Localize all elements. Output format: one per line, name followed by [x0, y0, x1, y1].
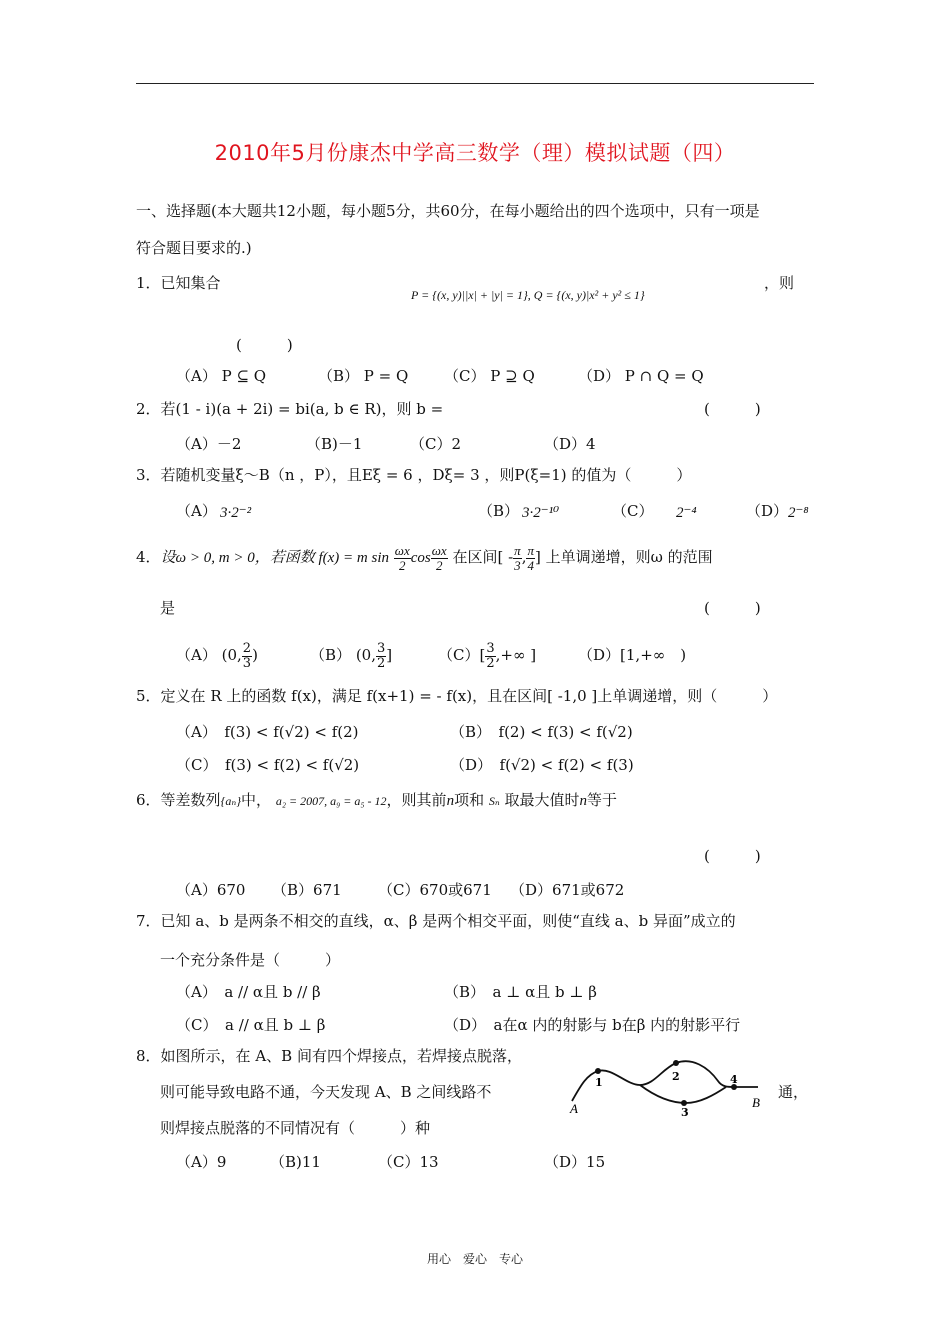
section-instruction: 一、选择题(本大题共12小题，每小题5分，共60分，在每小题给出的四个选项中，只有一项是: [136, 202, 760, 220]
q8-stem: 8．如图所示，在 A、B 间有四个焊接点，若焊接点脱落，: [136, 1047, 522, 1065]
joint-3-label: 3: [681, 1106, 689, 1117]
joint-2: [673, 1060, 679, 1066]
q3-stem: 3．若随机变量ξ～B（n ，P），且Eξ = 6 ，Dξ= 3 ，则P(ξ=1) 的值为（ ）: [136, 466, 692, 484]
q6-stem: 6．等差数列{aₙ}中， a₂ = 2007, a₉ = a₅ - 12，则其前n项和 Sₙ 取最大值时n等于: [136, 791, 618, 809]
joint-4-label: 4: [730, 1073, 738, 1086]
point-a-label: A: [570, 1101, 578, 1116]
q1-bracket: ( ): [236, 336, 293, 354]
q4-fraction-2: $\frac{\omega x}{2}$: [431, 542, 447, 573]
q5-option-a: （A） f(3) < f(√2) < f(2): [176, 723, 359, 741]
q4-fraction-4: $\frac{\pi}{4}$: [527, 542, 534, 573]
q6-option-b: （B）671: [272, 881, 342, 899]
q2-option-b: （B)－1: [306, 435, 363, 453]
joint-1: [595, 1068, 601, 1074]
q4-stem: 4．设ω > 0, m > 0，若函数 f(x) = m sin $\frac{\omega x}{2}$ cos $\frac{\omega x}{2}$ 在区间[ - $\frac{\pi}{3}$ , $\frac{\pi}{4}$ ] 上单调递增，则ω 的范围: [136, 542, 713, 573]
q4-option-a: （A） (0, $\frac{2}{3}$ ): [176, 640, 258, 671]
q3-option-d-label: （D）: [746, 502, 789, 520]
q8-option-c: （C）13: [378, 1153, 439, 1171]
header-rule: [136, 83, 814, 84]
page-footer: 用心 爱心 专心: [426, 1252, 523, 1266]
q6-option-d: （D）671或672: [510, 881, 625, 899]
q8-option-d: （D）15: [544, 1153, 606, 1171]
q8-option-b: （B)11: [270, 1153, 321, 1171]
q1-formula: P = {(x, y)||x| + |y| = 1}, Q = {(x, y)|x² + y² ≤ 1}: [411, 288, 645, 302]
q3-option-b-label: （B）: [478, 502, 520, 520]
q3-option-a-value: 3·2⁻²: [220, 505, 252, 521]
q4-fraction-3: $\frac{\pi}{3}$: [514, 542, 521, 573]
q5-stem: 5．定义在 R 上的函数 f(x)，满足 f(x+1) = - f(x)，且在区间[ -1,0 ]上单调递增，则（ ）: [136, 687, 778, 705]
q4-option-c: （C）[ $\frac{3}{2}$ ,+∞ ]: [438, 640, 537, 671]
q4-stem-cont: 是: [160, 599, 176, 617]
q1-option-c: （C） P ⊇ Q: [444, 367, 535, 385]
q3-option-d-value: 2⁻⁸: [788, 505, 809, 521]
joint-2-label: 2: [672, 1070, 680, 1083]
q7-option-d: （D） a在α 内的射影与 b在β 内的射影平行: [444, 1016, 741, 1034]
q3-option-c-label: （C）: [612, 502, 654, 520]
q7-option-c: （C） a // α且 b ⊥ β: [176, 1016, 326, 1034]
q7-option-a: （A） a // α且 b // β: [176, 983, 321, 1001]
q3-option-b-value: 3·2⁻¹⁰: [522, 505, 560, 521]
point-b-label: B: [752, 1095, 760, 1110]
q5-option-c: （C） f(3) < f(2) < f(√2): [176, 756, 360, 774]
q1-stem: 1．已知集合: [136, 274, 221, 292]
q2-option-a: （A）－2: [176, 435, 242, 453]
q7-option-b: （B） a ⊥ α且 b ⊥ β: [444, 983, 597, 1001]
q1-option-d: （D） P ∩ Q = Q: [578, 367, 704, 385]
q8-stem-line2: 则可能导致电路不通，今天发现 A、B 之间线路不: [160, 1083, 492, 1101]
q4-option-d: （D）[1,+∞ ): [578, 646, 687, 664]
q2-option-c: （C）2: [410, 435, 462, 453]
page-title: 2010年5月份康杰中学高三数学（理）模拟试题（四）: [214, 141, 736, 165]
q4-option-b: （B） (0, $\frac{3}{2}$ ]: [310, 640, 393, 671]
q1-option-b: （B） P = Q: [318, 367, 409, 385]
q3-option-a-label: （A）: [176, 502, 217, 520]
q6-option-a: （A）670: [176, 881, 246, 899]
joint-1-label: 1: [595, 1076, 603, 1089]
q8-option-a: （A）9: [176, 1153, 227, 1171]
q4-bracket: ( ): [704, 599, 761, 617]
circuit-diagram: [568, 1055, 768, 1117]
q7-stem-cont: 一个充分条件是（ ）: [160, 951, 341, 969]
q2-stem: 2．若(1 - i)(a + 2i) = bi(a, b ∈ R)，则 b =: [136, 400, 444, 418]
q6-option-c: （C）670或671: [378, 881, 492, 899]
q2-option-d: （D）4: [544, 435, 596, 453]
q1-tail: ，则: [764, 274, 795, 292]
q5-option-b: （B） f(2) < f(3) < f(√2): [450, 723, 633, 741]
q7-stem: 7．已知 a、b 是两条不相交的直线，α、β 是两个相交平面，则使“直线 a、b 异面”成立的: [136, 912, 736, 930]
q8-stem-line2-end: 通，: [778, 1083, 809, 1101]
q8-stem-line3: 则焊接点脱落的不同情况有（ ）种: [160, 1119, 431, 1137]
q2-bracket: ( ): [704, 400, 761, 418]
q3-option-c-value: 2⁻⁴: [676, 505, 697, 521]
q6-bracket: ( ): [704, 847, 761, 865]
section-instruction-cont: 符合题目要求的.): [136, 239, 252, 257]
q4-fraction-1: $\frac{\omega x}{2}$: [394, 542, 410, 573]
q1-option-a: （A） P ⊆ Q: [176, 367, 267, 385]
q5-option-d: （D） f(√2) < f(2) < f(3): [450, 756, 634, 774]
